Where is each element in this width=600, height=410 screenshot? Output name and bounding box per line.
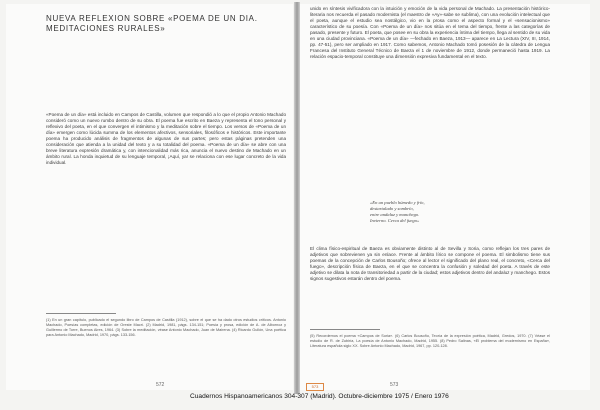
poem-line: «En un pueblo húmedo y frío,	[370, 200, 425, 205]
footnote-rule	[46, 313, 116, 314]
source-caption: Cuadernos Hispanoamericanos 304-307 (Madrid). Octubre-diciembre 1975 / Enero 1976	[190, 393, 449, 400]
left-body-text: «Poema de un día» está incluido en Campos de Castilla, volumen que respondió a lo que el propio Antonio Machado consideró como un nuevo rumbo dentro de su obra. El poema fue escrito en Baeza y representa el tono personal y reflexivo del poeta, en el que convergen el intimismo y la meditación sobre el tiempo. Los versos de «Poema de un día» emergen como lúcida summa de los elementos afectivos, sensoriales, filosóficos e históricos. Este importante poema ha producido análisis de fragmentos de algunas de sus partes; pero estas páginas pretenden una consideración que atienda a la unidad del texto y a su totalidad del poema. «Poema de un día» se abre con una breve literatura expresión dramática y, con intencionalidad más rica, anuncia el nuevo destino de Machado en un ámbito rural. La honda inquietud de su lenguaje temporal, ¡Aquí, ya! se relaciona con ese lugar concreto de la vida individual.	[46, 112, 286, 165]
right-footnotes: (5) Recordemos el poema «Campos de Soria». (6) Carlos Bousoño, Teoría de la expresión poética, Madrid, Gredos, 1970. (7) Véase el estudio de R. de Zubiría, La poesía de Antonio Machado, Madrid, 1955. (8) Pedro Salinas, «El problema del modernismo en España», Literatura española siglo XX. Sobre Antonio Machado, Madrid, 1967, pp. 120-128.	[310, 334, 550, 348]
right-page	[300, 4, 590, 390]
left-footnotes: (1) En un gran capítulo, publicado el segundo libro de Campos de Castilla (1912), sobre el que se ha dado otros estudios críticos. Antonio Machado, Poesías completas, edición de Oreste Macrí. (2) Madrid, 1981, págs. 134-151; Poesía y prosa, edición de A. de Albornoz y Guillermo de Torre, Buenos Aires, 1964. (3) Sobre la meditación, véase Antonio Machado, Juan de Mairena. (4) Ricardo Gullón, Una poética para Antonio Machado, Madrid, 1970, págs. 133-156.	[46, 318, 286, 337]
left-page-number: 572	[156, 382, 165, 388]
left-page	[6, 4, 293, 390]
right-body-text-top: unido en síntesis vivificadora con la intuición y emoción de la vida personal de Machado. La presentación histórico-literaria nos recuerda el pasado modernista (el maestro de «Ay»-sabe se sublima), con una evolución intelectual que el poeta, aunque el estudio sea nostálgico, vio en la prosa como el aspecto formal y el «sensacionismo» característico de su poesía. Con «Poema de un día» nos sitúa en el tema del tiempo, frente a las categorías de pasado, presente y futuro. El poeta, que posee en su obra la experiencia íntima del tiempo, llega al sentido de su vida en una ciudad provinciana. «Poema de un día» —fechado en Baeza, 1913— aparece en La Lectura (XIV, III, 1914, pp. 47-51), pero ser ampliado en 1917. Como sabemos, Antonio Machado tomó posesión de la cátedra de Lengua Francesa del Instituto General Técnico de Baeza el 1 de noviembre de 1912, donde permaneció hasta 1919. La relación espacio-temporal constituye una dimensión expresiva fundamental en el texto.	[310, 6, 550, 59]
right-body-text-mid: El clima físico-espiritual de Baeza es obviamente distinto al de Sevilla y Soria, como reflejan los tres pares de adjetivos que sobrevienen ya sin enlace. Frente al ámbito lírico se compone el poema. El simbolismo tiene sus poemas de la concepción de Carlos Bousoño; ofrece al lector el significado del plano real, el concreto, «Cerca del fuego», descripción física de Baeza, en el que se concentra la confusión y soledad del poeta. A través de este adjetivo se dilata la nota de transitoriedad a partir de la ciudad; estos adjetivos dentro del andaluz y manchego. Estos signos sugestivos estarán dentro del poema.	[310, 246, 550, 281]
library-stamp: 573	[306, 383, 324, 391]
title-line-1: NUEVA REFLEXION SOBRE «POEMA DE UN DIA.	[46, 14, 258, 23]
right-page-number: 573	[390, 382, 399, 388]
title-line-2: MEDITACIONES RURALES»	[46, 24, 166, 33]
poem-line: destartalado y sombrío,	[370, 206, 414, 211]
poem-line: Invierno. Cerca del fuego»	[370, 218, 420, 223]
footnote-rule	[310, 329, 380, 330]
poem-line: entre andaluz y manchego.	[370, 212, 420, 217]
poem-quote	[370, 200, 520, 224]
article-title	[46, 14, 286, 34]
